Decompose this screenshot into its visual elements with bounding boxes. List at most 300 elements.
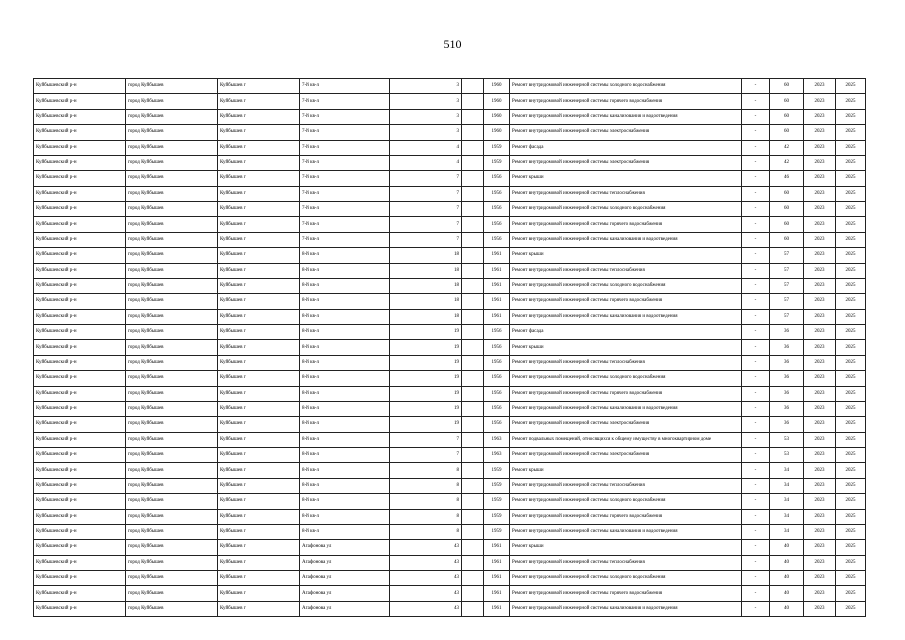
table-row xyxy=(34,524,866,539)
street-cell: 8-й кв-л xyxy=(300,524,390,539)
table-row xyxy=(34,186,866,201)
work-type-cell: Ремонт подвальных помещений, относящихся к общему имуществу в многоквартирном доме xyxy=(510,432,742,447)
year-cell: 1963 xyxy=(484,448,510,463)
district-cell: Куйбышевский р-н xyxy=(34,325,126,340)
municipality-cell: город Куйбышев xyxy=(126,432,218,447)
street-cell: 8-й кв-л xyxy=(300,355,390,370)
municipality-cell: город Куйбышев xyxy=(126,294,218,309)
table-row xyxy=(34,325,866,340)
district-cell: Куйбышевский р-н xyxy=(34,386,126,401)
building-cell xyxy=(462,125,484,140)
municipality-cell: город Куйбышев xyxy=(126,155,218,170)
municipality-cell: город Куйбышев xyxy=(126,371,218,386)
street-cell: 8-й кв-л xyxy=(300,325,390,340)
end-year-cell: 2025 xyxy=(836,340,866,355)
building-cell xyxy=(462,586,484,601)
building-cell xyxy=(462,278,484,293)
table-row xyxy=(34,248,866,263)
note-cell: - xyxy=(742,417,770,432)
work-type-cell: Ремонт внутридомовой инженерной системы электроснабжения xyxy=(510,155,742,170)
wear-cell: 42 xyxy=(770,155,804,170)
wear-cell: 36 xyxy=(770,401,804,416)
wear-cell: 40 xyxy=(770,601,804,616)
building-cell xyxy=(462,186,484,201)
district-cell: Куйбышевский р-н xyxy=(34,79,126,94)
table-row xyxy=(34,155,866,170)
year-cell: 1961 xyxy=(484,248,510,263)
note-cell: - xyxy=(742,94,770,109)
municipality-cell: город Куйбышев xyxy=(126,555,218,570)
note-cell: - xyxy=(742,463,770,478)
building-cell xyxy=(462,571,484,586)
note-cell: - xyxy=(742,109,770,124)
district-cell: Куйбышевский р-н xyxy=(34,401,126,416)
settlement-cell: Куйбышев г xyxy=(218,448,300,463)
settlement-cell: Куйбышев г xyxy=(218,155,300,170)
street-cell: 7-й кв-л xyxy=(300,109,390,124)
wear-cell: 57 xyxy=(770,263,804,278)
district-cell: Куйбышевский р-н xyxy=(34,278,126,293)
street-cell: 7-й кв-л xyxy=(300,79,390,94)
end-year-cell: 2025 xyxy=(836,478,866,493)
house-number-cell: 43 xyxy=(390,586,462,601)
building-cell xyxy=(462,417,484,432)
street-cell: 7-й кв-л xyxy=(300,155,390,170)
note-cell: - xyxy=(742,555,770,570)
year-cell: 1961 xyxy=(484,263,510,278)
note-cell: - xyxy=(742,232,770,247)
street-cell: Агафонова ул xyxy=(300,555,390,570)
house-number-cell: 43 xyxy=(390,571,462,586)
building-cell xyxy=(462,263,484,278)
end-year-cell: 2025 xyxy=(836,509,866,524)
building-cell xyxy=(462,432,484,447)
work-type-cell: Ремонт внутридомовой инженерной системы холодного водоснабжения xyxy=(510,371,742,386)
municipality-cell: город Куйбышев xyxy=(126,79,218,94)
work-type-cell: Ремонт крыши xyxy=(510,540,742,555)
year-cell: 1956 xyxy=(484,232,510,247)
district-cell: Куйбышевский р-н xyxy=(34,478,126,493)
house-number-cell: 43 xyxy=(390,601,462,616)
note-cell: - xyxy=(742,478,770,493)
table-row xyxy=(34,140,866,155)
building-cell xyxy=(462,371,484,386)
municipality-cell: город Куйбышев xyxy=(126,509,218,524)
work-type-cell: Ремонт внутридомовой инженерной системы горячего водоснабжения xyxy=(510,586,742,601)
work-type-cell: Ремонт внутридомовой инженерной системы канализования и водоотведения xyxy=(510,309,742,324)
year-cell: 1956 xyxy=(484,186,510,201)
street-cell: 8-й кв-л xyxy=(300,432,390,447)
year-cell: 1961 xyxy=(484,586,510,601)
end-year-cell: 2025 xyxy=(836,540,866,555)
settlement-cell: Куйбышев г xyxy=(218,432,300,447)
start-year-cell: 2023 xyxy=(804,278,836,293)
table-row xyxy=(34,601,866,616)
house-number-cell: 8 xyxy=(390,478,462,493)
start-year-cell: 2023 xyxy=(804,232,836,247)
work-type-cell: Ремонт внутридомовой инженерной системы холодного водоснабжения xyxy=(510,202,742,217)
building-cell xyxy=(462,540,484,555)
wear-cell: 46 xyxy=(770,171,804,186)
building-cell xyxy=(462,232,484,247)
building-cell xyxy=(462,355,484,370)
house-number-cell: 19 xyxy=(390,325,462,340)
start-year-cell: 2023 xyxy=(804,494,836,509)
municipality-cell: город Куйбышев xyxy=(126,263,218,278)
house-number-cell: 18 xyxy=(390,294,462,309)
building-cell xyxy=(462,79,484,94)
end-year-cell: 2025 xyxy=(836,140,866,155)
district-cell: Куйбышевский р-н xyxy=(34,125,126,140)
municipality-cell: город Куйбышев xyxy=(126,309,218,324)
wear-cell: 60 xyxy=(770,109,804,124)
start-year-cell: 2023 xyxy=(804,263,836,278)
table-body xyxy=(34,79,866,617)
street-cell: 8-й кв-л xyxy=(300,478,390,493)
municipality-cell: город Куйбышев xyxy=(126,448,218,463)
building-cell xyxy=(462,386,484,401)
wear-cell: 34 xyxy=(770,463,804,478)
municipality-cell: город Куйбышев xyxy=(126,355,218,370)
street-cell: Агафонова ул xyxy=(300,571,390,586)
street-cell: 7-й кв-л xyxy=(300,140,390,155)
table-row xyxy=(34,232,866,247)
end-year-cell: 2025 xyxy=(836,355,866,370)
house-number-cell: 19 xyxy=(390,386,462,401)
street-cell: 8-й кв-л xyxy=(300,401,390,416)
street-cell: 7-й кв-л xyxy=(300,186,390,201)
work-type-cell: Ремонт внутридомовой инженерной системы горячего водоснабжения xyxy=(510,294,742,309)
building-cell xyxy=(462,463,484,478)
district-cell: Куйбышевский р-н xyxy=(34,217,126,232)
settlement-cell: Куйбышев г xyxy=(218,186,300,201)
municipality-cell: город Куйбышев xyxy=(126,524,218,539)
work-type-cell: Ремонт внутридомовой инженерной системы холодного водоснабжения xyxy=(510,278,742,293)
end-year-cell: 2025 xyxy=(836,463,866,478)
building-cell xyxy=(462,217,484,232)
wear-cell: 42 xyxy=(770,140,804,155)
end-year-cell: 2025 xyxy=(836,555,866,570)
year-cell: 1961 xyxy=(484,601,510,616)
start-year-cell: 2023 xyxy=(804,140,836,155)
settlement-cell: Куйбышев г xyxy=(218,524,300,539)
settlement-cell: Куйбышев г xyxy=(218,294,300,309)
work-type-cell: Ремонт крыши xyxy=(510,171,742,186)
settlement-cell: Куйбышев г xyxy=(218,202,300,217)
end-year-cell: 2025 xyxy=(836,309,866,324)
note-cell: - xyxy=(742,540,770,555)
wear-cell: 40 xyxy=(770,540,804,555)
work-type-cell: Ремонт внутридомовой инженерной системы электроснабжения xyxy=(510,417,742,432)
wear-cell: 40 xyxy=(770,586,804,601)
building-cell xyxy=(462,248,484,263)
house-number-cell: 8 xyxy=(390,494,462,509)
start-year-cell: 2023 xyxy=(804,125,836,140)
table-row xyxy=(34,586,866,601)
house-number-cell: 19 xyxy=(390,417,462,432)
end-year-cell: 2025 xyxy=(836,186,866,201)
street-cell: 8-й кв-л xyxy=(300,340,390,355)
start-year-cell: 2023 xyxy=(804,432,836,447)
note-cell: - xyxy=(742,171,770,186)
end-year-cell: 2025 xyxy=(836,232,866,247)
building-cell xyxy=(462,309,484,324)
house-number-cell: 3 xyxy=(390,94,462,109)
street-cell: 8-й кв-л xyxy=(300,248,390,263)
street-cell: 7-й кв-л xyxy=(300,94,390,109)
end-year-cell: 2025 xyxy=(836,448,866,463)
municipality-cell: город Куйбышев xyxy=(126,125,218,140)
municipality-cell: город Куйбышев xyxy=(126,417,218,432)
year-cell: 1961 xyxy=(484,540,510,555)
end-year-cell: 2025 xyxy=(836,586,866,601)
note-cell: - xyxy=(742,509,770,524)
street-cell: Агафонова ул xyxy=(300,601,390,616)
street-cell: Агафонова ул xyxy=(300,586,390,601)
street-cell: 8-й кв-л xyxy=(300,309,390,324)
note-cell: - xyxy=(742,294,770,309)
start-year-cell: 2023 xyxy=(804,79,836,94)
settlement-cell: Куйбышев г xyxy=(218,171,300,186)
settlement-cell: Куйбышев г xyxy=(218,263,300,278)
house-number-cell: 8 xyxy=(390,463,462,478)
municipality-cell: город Куйбышев xyxy=(126,140,218,155)
municipality-cell: город Куйбышев xyxy=(126,232,218,247)
house-number-cell: 43 xyxy=(390,540,462,555)
capital-repair-table xyxy=(33,78,866,617)
work-type-cell: Ремонт внутридомовой инженерной системы горячего водоснабжения xyxy=(510,509,742,524)
table-row xyxy=(34,202,866,217)
end-year-cell: 2025 xyxy=(836,125,866,140)
wear-cell: 40 xyxy=(770,555,804,570)
start-year-cell: 2023 xyxy=(804,448,836,463)
start-year-cell: 2023 xyxy=(804,401,836,416)
year-cell: 1961 xyxy=(484,309,510,324)
house-number-cell: 3 xyxy=(390,125,462,140)
start-year-cell: 2023 xyxy=(804,509,836,524)
wear-cell: 60 xyxy=(770,232,804,247)
work-type-cell: Ремонт внутридомовой инженерной системы канализования и водоотведения xyxy=(510,601,742,616)
table-row xyxy=(34,278,866,293)
work-type-cell: Ремонт фасада xyxy=(510,140,742,155)
start-year-cell: 2023 xyxy=(804,217,836,232)
settlement-cell: Куйбышев г xyxy=(218,140,300,155)
wear-cell: 60 xyxy=(770,79,804,94)
wear-cell: 60 xyxy=(770,94,804,109)
start-year-cell: 2023 xyxy=(804,417,836,432)
municipality-cell: город Куйбышев xyxy=(126,109,218,124)
work-type-cell: Ремонт внутридомовой инженерной системы горячего водоснабжения xyxy=(510,94,742,109)
street-cell: 8-й кв-л xyxy=(300,494,390,509)
municipality-cell: город Куйбышев xyxy=(126,325,218,340)
district-cell: Куйбышевский р-н xyxy=(34,186,126,201)
district-cell: Куйбышевский р-н xyxy=(34,171,126,186)
start-year-cell: 2023 xyxy=(804,202,836,217)
table-row xyxy=(34,555,866,570)
wear-cell: 57 xyxy=(770,309,804,324)
start-year-cell: 2023 xyxy=(804,155,836,170)
year-cell: 1963 xyxy=(484,432,510,447)
table-row xyxy=(34,171,866,186)
year-cell: 1956 xyxy=(484,202,510,217)
work-type-cell: Ремонт внутридомовой инженерной системы горячего водоснабжения xyxy=(510,386,742,401)
table-row xyxy=(34,309,866,324)
house-number-cell: 8 xyxy=(390,509,462,524)
year-cell: 1956 xyxy=(484,217,510,232)
settlement-cell: Куйбышев г xyxy=(218,94,300,109)
note-cell: - xyxy=(742,186,770,201)
house-number-cell: 18 xyxy=(390,309,462,324)
wear-cell: 36 xyxy=(770,417,804,432)
end-year-cell: 2025 xyxy=(836,278,866,293)
start-year-cell: 2023 xyxy=(804,109,836,124)
settlement-cell: Куйбышев г xyxy=(218,571,300,586)
house-number-cell: 18 xyxy=(390,248,462,263)
note-cell: - xyxy=(742,386,770,401)
end-year-cell: 2025 xyxy=(836,248,866,263)
start-year-cell: 2023 xyxy=(804,463,836,478)
work-type-cell: Ремонт внутридомовой инженерной системы теплоснабжения xyxy=(510,478,742,493)
district-cell: Куйбышевский р-н xyxy=(34,248,126,263)
year-cell: 1959 xyxy=(484,478,510,493)
municipality-cell: город Куйбышев xyxy=(126,202,218,217)
district-cell: Куйбышевский р-н xyxy=(34,463,126,478)
start-year-cell: 2023 xyxy=(804,294,836,309)
start-year-cell: 2023 xyxy=(804,186,836,201)
municipality-cell: город Куйбышев xyxy=(126,478,218,493)
work-type-cell: Ремонт внутридомовой инженерной системы теплоснабжения xyxy=(510,355,742,370)
street-cell: 8-й кв-л xyxy=(300,463,390,478)
start-year-cell: 2023 xyxy=(804,171,836,186)
building-cell xyxy=(462,509,484,524)
year-cell: 1956 xyxy=(484,340,510,355)
note-cell: - xyxy=(742,125,770,140)
work-type-cell: Ремонт внутридомовой инженерной системы холодного водоснабжения xyxy=(510,571,742,586)
district-cell: Куйбышевский р-н xyxy=(34,109,126,124)
start-year-cell: 2023 xyxy=(804,524,836,539)
year-cell: 1961 xyxy=(484,294,510,309)
note-cell: - xyxy=(742,340,770,355)
end-year-cell: 2025 xyxy=(836,401,866,416)
year-cell: 1961 xyxy=(484,571,510,586)
district-cell: Куйбышевский р-н xyxy=(34,432,126,447)
district-cell: Куйбышевский р-н xyxy=(34,202,126,217)
wear-cell: 60 xyxy=(770,202,804,217)
settlement-cell: Куйбышев г xyxy=(218,371,300,386)
note-cell: - xyxy=(742,217,770,232)
building-cell xyxy=(462,202,484,217)
district-cell: Куйбышевский р-н xyxy=(34,494,126,509)
end-year-cell: 2025 xyxy=(836,109,866,124)
work-type-cell: Ремонт внутридомовой инженерной системы горячего водоснабжения xyxy=(510,217,742,232)
municipality-cell: город Куйбышев xyxy=(126,401,218,416)
note-cell: - xyxy=(742,494,770,509)
start-year-cell: 2023 xyxy=(804,386,836,401)
district-cell: Куйбышевский р-н xyxy=(34,371,126,386)
table-row xyxy=(34,217,866,232)
municipality-cell: город Куйбышев xyxy=(126,278,218,293)
house-number-cell: 7 xyxy=(390,217,462,232)
work-type-cell: Ремонт внутридомовой инженерной системы холодного водоснабжения xyxy=(510,494,742,509)
year-cell: 1960 xyxy=(484,125,510,140)
note-cell: - xyxy=(742,309,770,324)
street-cell: 8-й кв-л xyxy=(300,386,390,401)
building-cell xyxy=(462,524,484,539)
start-year-cell: 2023 xyxy=(804,248,836,263)
wear-cell: 34 xyxy=(770,494,804,509)
table-row xyxy=(34,509,866,524)
district-cell: Куйбышевский р-н xyxy=(34,309,126,324)
district-cell: Куйбышевский р-н xyxy=(34,155,126,170)
settlement-cell: Куйбышев г xyxy=(218,325,300,340)
wear-cell: 40 xyxy=(770,571,804,586)
building-cell xyxy=(462,140,484,155)
street-cell: 7-й кв-л xyxy=(300,125,390,140)
municipality-cell: город Куйбышев xyxy=(126,171,218,186)
year-cell: 1961 xyxy=(484,278,510,293)
wear-cell: 57 xyxy=(770,248,804,263)
street-cell: 8-й кв-л xyxy=(300,371,390,386)
district-cell: Куйбышевский р-н xyxy=(34,448,126,463)
house-number-cell: 43 xyxy=(390,555,462,570)
street-cell: 8-й кв-л xyxy=(300,263,390,278)
municipality-cell: город Куйбышев xyxy=(126,571,218,586)
year-cell: 1959 xyxy=(484,155,510,170)
settlement-cell: Куйбышев г xyxy=(218,417,300,432)
municipality-cell: город Куйбышев xyxy=(126,586,218,601)
note-cell: - xyxy=(742,448,770,463)
district-cell: Куйбышевский р-н xyxy=(34,94,126,109)
end-year-cell: 2025 xyxy=(836,386,866,401)
wear-cell: 36 xyxy=(770,325,804,340)
municipality-cell: город Куйбышев xyxy=(126,248,218,263)
settlement-cell: Куйбышев г xyxy=(218,79,300,94)
settlement-cell: Куйбышев г xyxy=(218,401,300,416)
end-year-cell: 2025 xyxy=(836,217,866,232)
table-row xyxy=(34,463,866,478)
end-year-cell: 2025 xyxy=(836,294,866,309)
start-year-cell: 2023 xyxy=(804,571,836,586)
settlement-cell: Куйбышев г xyxy=(218,555,300,570)
note-cell: - xyxy=(742,79,770,94)
settlement-cell: Куйбышев г xyxy=(218,540,300,555)
street-cell: Агафонова ул xyxy=(300,540,390,555)
end-year-cell: 2025 xyxy=(836,417,866,432)
district-cell: Куйбышевский р-н xyxy=(34,540,126,555)
start-year-cell: 2023 xyxy=(804,540,836,555)
note-cell: - xyxy=(742,325,770,340)
year-cell: 1956 xyxy=(484,171,510,186)
table-row xyxy=(34,371,866,386)
house-number-cell: 19 xyxy=(390,355,462,370)
work-type-cell: Ремонт внутридомовой инженерной системы канализования и водоотведения xyxy=(510,232,742,247)
end-year-cell: 2025 xyxy=(836,155,866,170)
end-year-cell: 2025 xyxy=(836,94,866,109)
end-year-cell: 2025 xyxy=(836,325,866,340)
house-number-cell: 18 xyxy=(390,278,462,293)
wear-cell: 34 xyxy=(770,524,804,539)
start-year-cell: 2023 xyxy=(804,586,836,601)
year-cell: 1959 xyxy=(484,524,510,539)
building-cell xyxy=(462,94,484,109)
table-row xyxy=(34,478,866,493)
municipality-cell: город Куйбышев xyxy=(126,463,218,478)
end-year-cell: 2025 xyxy=(836,171,866,186)
start-year-cell: 2023 xyxy=(804,371,836,386)
work-type-cell: Ремонт внутридомовой инженерной системы канализования и водоотведения xyxy=(510,109,742,124)
table-row xyxy=(34,417,866,432)
settlement-cell: Куйбышев г xyxy=(218,278,300,293)
